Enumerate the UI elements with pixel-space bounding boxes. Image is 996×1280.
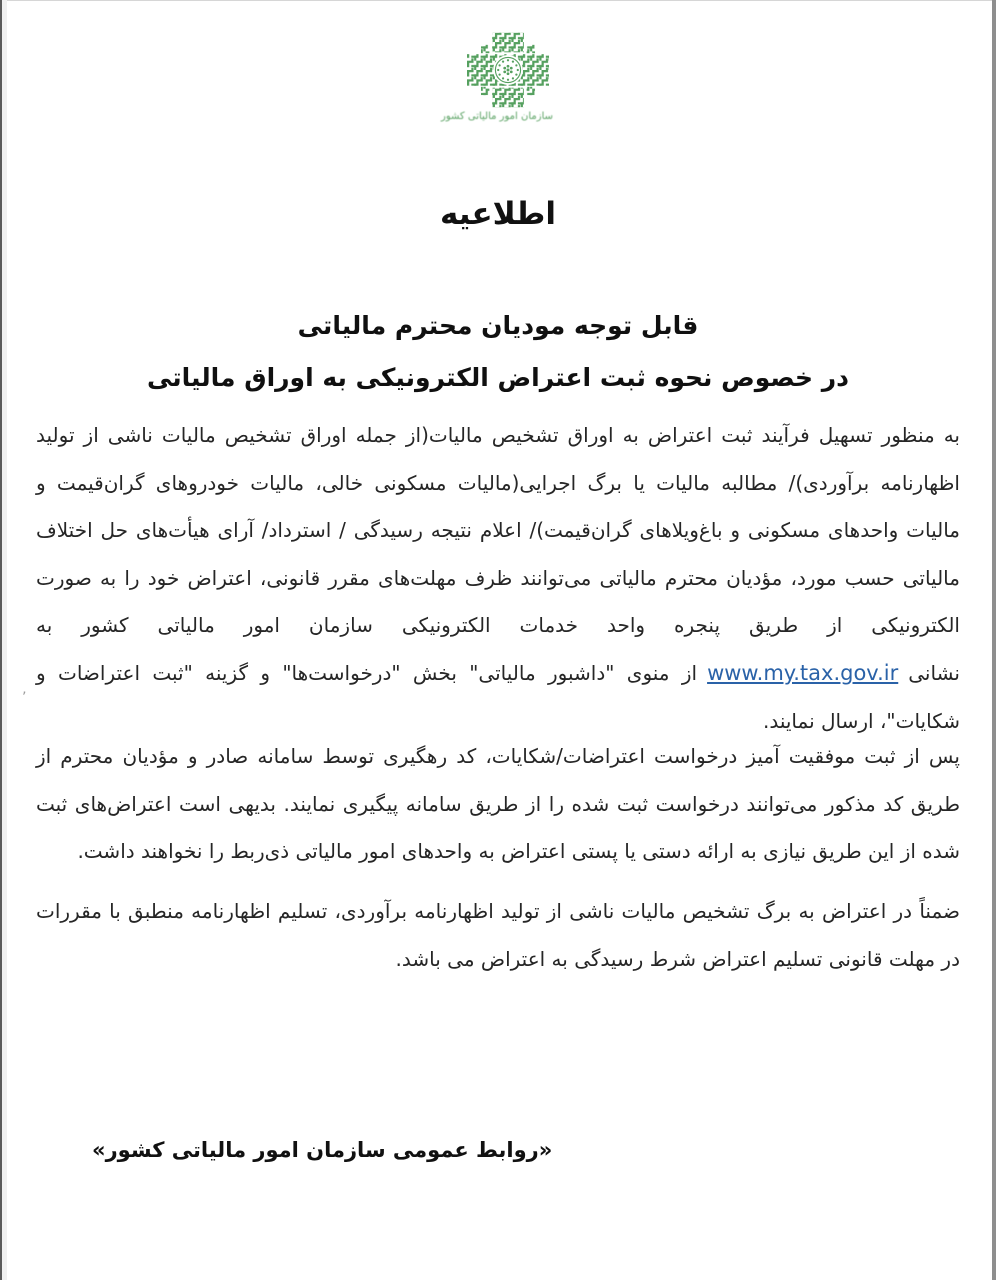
paragraph-intro-after-link: از منوی "داشبور مالیاتی" بخش "درخواست‌ها" و گزینه "ثبت اعتراضات و شکایات"، ارسال نمایند. [36,660,960,733]
tax-portal-link[interactable]: www.my.tax.gov.ir [707,660,899,685]
scan-edge-left-soft [2,0,7,1280]
scan-edge-right [992,0,996,1280]
page-title: اطلاعیه [440,196,556,232]
document-header [441,32,553,123]
scan-edge-top [0,0,996,1]
paragraph-intro-before-link: به منظور تسهیل فرآیند ثبت اعتراض به اوراق تشخیص مالیات(از جمله اوراق تشخیص مالیات ناشی از تولید اظهارنامه برآوردی)/ مطالبه مالیات یا برگ اجرایی(مالیات مسکونی خالی، مالیات خودروهای گران‌قیمت و مالیات واحدهای مسکونی و باغ‌ویلاهای گران‌قیمت)/ اعلام نتیجه رسیدگی / استرداد/ آرای هیأت‌های حل اختلاف مالیاتی حسب مورد، مؤدیان محترم مالیاتی می‌توانند ظرف مهلت‌های مقرر قانونی، اعتراض خود را به صورت الکترونیکی از طریق پنجره واحد خدمات الکترونیکی سازمان امور مالیاتی کشور به نشانی [36,423,960,685]
paragraph-tracking-code: پس از ثبت موفقیت آمیز درخواست اعتراضات/شکایات، کد رهگیری توسط سامانه صادر و مؤدیان محترم از طریق کد مذکور می‌توانند درخواست ثبت شده را از طریق سامانه پیگیری نمایند. بدیهی است اعتراض‌های ثبت شده از این طریق نیازی به ارائه دستی یا پستی اعتراض به واحدهای امور مالیاتی ذی‌ربط را نخواهند داشت. [36,744,960,864]
subtitle-line-2: در خصوص نحوه ثبت اعتراض الکترونیکی به اوراق مالیاتی [146,363,849,392]
signature-public-relations: «روابط عمومی سازمان امور مالیاتی کشور» [92,1138,553,1162]
subtitle-line-1: قابل توجه مودیان محترم مالیاتی [297,311,699,340]
document-subtitle [0,300,996,404]
scan-artifact: ’ [22,690,27,706]
paragraph-declaration-note: ضمناً در اعتراض به برگ تشخیص مالیات ناشی از تولید اظهارنامه برآوردی، تسلیم اظهارنامه منطبق با مقررات در مهلت قانونی تسلیم اعتراض شرط رسیدگی به اعتراض می باشد. [36,899,960,971]
tax-administration-logo-icon [467,32,549,108]
logo-caption: سازمان امور مالیاتی کشور [441,111,553,122]
paragraph-intro [36,412,960,745]
